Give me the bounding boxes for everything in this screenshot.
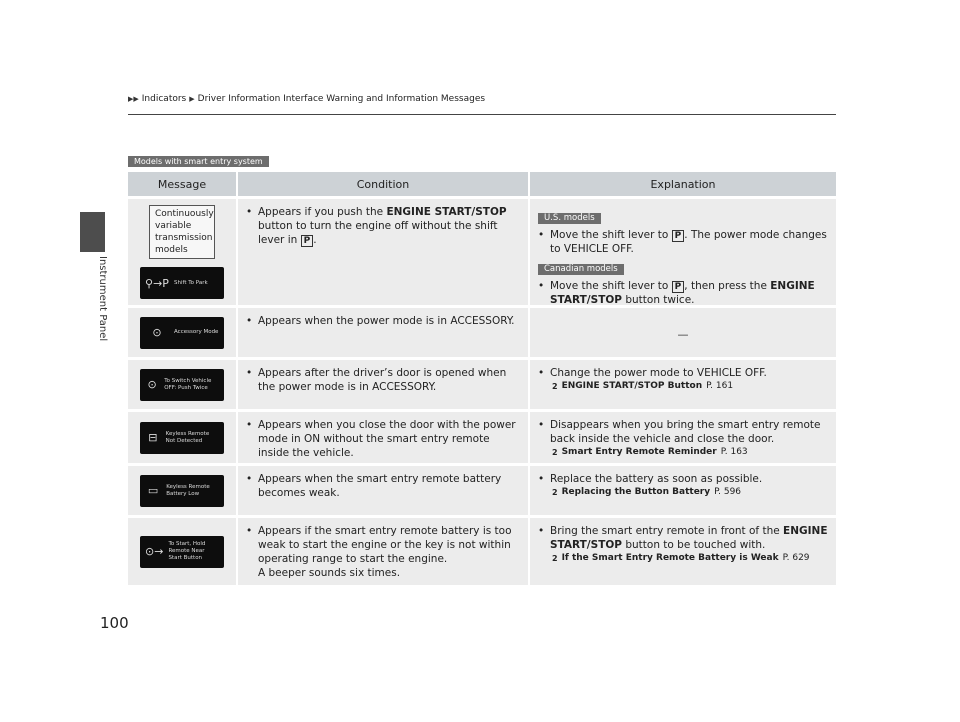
display-text: To Switch Vehicle OFF: Push Twice [164,377,212,391]
message-cell [128,308,236,357]
page-reference[interactable]: 2 Smart Entry Remote Reminder P. 163 [552,447,748,457]
condition-cell [238,308,528,357]
bullet: • [538,367,545,379]
condition-text: Appears when you close the door with the power mode in ON without the smart entry remote inside the vehicle. [258,419,516,459]
explanation-text: Disappears when you bring the smart entry remote back inside the vehicle and close the door. [550,419,821,445]
explanation-text: Bring the smart entry remote in front of the ENGINE START/STOP button to be touched with. [550,525,828,551]
park-position-icon: P [301,235,314,247]
column-header-explanation: Explanation [650,177,716,191]
display-text: To Start, Hold Remote Near Start Button [168,541,206,561]
message-display [140,475,224,507]
display-text: Keyless Remote Not Detected [165,430,210,444]
park-position-icon: P [672,230,685,242]
us-models-tag: U.S. models [538,213,601,224]
power-icon: ⊙ [152,326,162,339]
condition-text: Appears if the smart entry remote battery is too weak to start the engine or the key is not within operating range to start the engine. A beeper sounds six times. [258,525,512,579]
reference-icon: 2 [552,554,558,563]
condition-text: Appears after the driver’s door is opened when the power mode is in ACCESSORY. [258,367,507,393]
table-row [128,412,836,463]
page-reference[interactable]: 2 ENGINE START/STOP Button P. 161 [552,381,734,391]
header-divider [128,114,836,115]
explanation-text: Move the shift lever to P . The power mode changes to VEHICLE OFF. [550,229,827,255]
explanation-cell [530,199,836,305]
explanation-text: Change the power mode to VEHICLE OFF. [550,367,767,379]
reference-icon: 2 [552,488,558,497]
display-text: Shift To Park [174,279,208,286]
condition-text: Appears when the power mode is in ACCESSORY. [258,315,515,327]
message-display [140,369,224,401]
explanation-cell [530,308,836,357]
chevron-right-icon: ▶▶ [128,95,139,103]
model-tag: Models with smart entry system [128,156,269,167]
reference-icon: 2 [552,382,558,391]
explanation-cell [530,360,836,409]
condition-cell [238,199,528,305]
bullet: • [246,206,253,218]
chevron-right-icon: ▶ [189,95,195,103]
page-reference[interactable]: 2 If the Smart Entry Remote Battery is Weak P. 629 [552,553,810,563]
message-cell [128,360,236,409]
shift-lever-icon: ⚲→P [145,276,169,290]
bullet: • [538,473,545,485]
message-display [140,267,224,299]
breadcrumb-item[interactable]: Driver Information Interface Warning and Information Messages [197,94,486,104]
condition-text: Appears if you push the ENGINE START/STOP button to turn the engine off without the shift lever in P . [258,206,507,246]
message-cell [128,518,236,585]
canadian-models-tag: Canadian models [538,264,624,275]
battery-icon: ▭ [147,484,159,497]
table-row [128,308,836,357]
bullet: • [538,280,545,292]
explanation-cell [530,412,836,463]
bullet: • [246,315,253,327]
section-tab [80,212,105,252]
table-header [128,172,836,196]
bullet: • [246,419,253,431]
explanation-text: — [677,328,689,341]
message-display [140,422,224,454]
display-text: Accessory Mode [174,329,219,335]
reference-icon: 2 [552,448,558,457]
explanation-cell [530,466,836,515]
condition-cell [238,518,528,585]
power-icon: ⊙ [147,378,157,391]
message-cell [128,466,236,515]
display-text: Keyless Remote Battery Low [166,483,210,497]
condition-cell [238,360,528,409]
remote-to-button-icon: ⊙→ [145,545,164,558]
table-row [128,518,836,585]
bullet: • [538,525,545,537]
message-display [140,317,224,349]
bullet: • [538,419,545,431]
table-row [128,360,836,409]
transmission-label: Continuously variable transmission models [149,205,215,259]
table-row [128,199,836,305]
key-fob-icon: ⊟ [148,431,158,444]
park-position-icon: P [672,281,685,293]
message-display [140,536,224,568]
condition-text: Appears when the smart entry remote battery becomes weak. [258,473,502,499]
message-cell [128,412,236,463]
message-cell [128,199,236,305]
page-number: 100 [100,614,129,632]
explanation-text: Replace the battery as soon as possible. [550,473,763,485]
bullet: • [246,367,253,379]
bullet: • [538,229,545,241]
breadcrumb [128,94,485,104]
condition-cell [238,466,528,515]
column-header-condition: Condition [236,172,530,196]
condition-cell [238,412,528,463]
bullet: • [246,473,253,485]
messages-table [128,172,836,585]
column-header-message: Message [157,177,207,191]
section-label: Instrument Panel [97,256,108,342]
breadcrumb-item[interactable]: Indicators [141,94,187,104]
table-row [128,466,836,515]
page-reference[interactable]: 2 Replacing the Button Battery P. 596 [552,487,742,497]
explanation-text: Move the shift lever to P , then press the ENGINE START/STOP button twice. [550,280,815,306]
explanation-cell [530,518,836,585]
bullet: • [246,525,253,537]
